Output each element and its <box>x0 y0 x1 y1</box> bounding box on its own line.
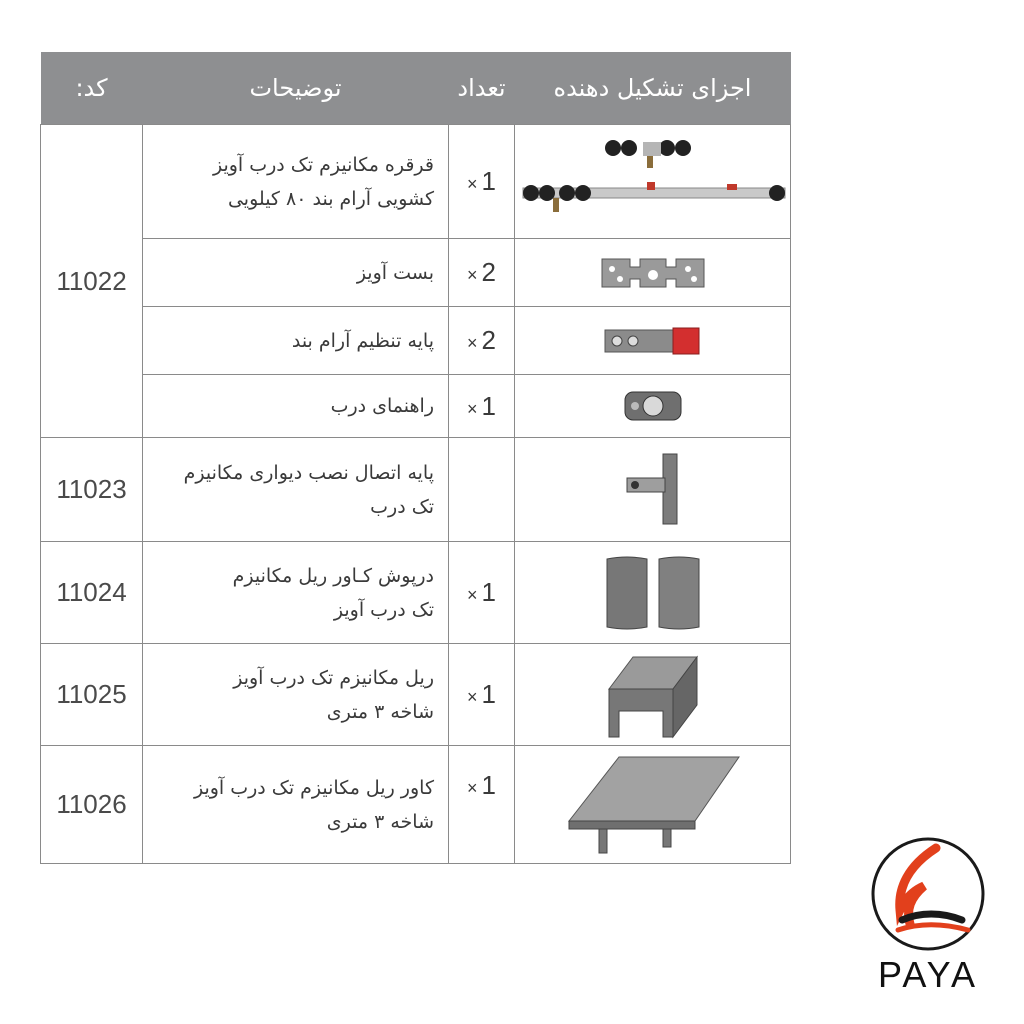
table-row <box>41 746 791 864</box>
table-row <box>41 307 791 375</box>
product-code: 11024 <box>41 542 143 644</box>
roller-carriage-image <box>515 125 791 239</box>
product-code: 11025 <box>41 644 143 746</box>
table-row <box>41 542 791 644</box>
item-quantity: × 1 <box>449 542 515 644</box>
item-quantity: × 1 <box>449 125 515 239</box>
header-components: اجزای تشکیل دهنده <box>515 52 791 125</box>
door-guide-image <box>515 375 791 438</box>
table-row <box>41 644 791 746</box>
rail-cover-image <box>515 746 791 864</box>
product-code: 11026 <box>41 746 143 864</box>
table-row <box>41 438 791 542</box>
table-row <box>41 239 791 307</box>
header-code: کد: <box>41 52 143 125</box>
item-quantity: × 2 <box>449 307 515 375</box>
header-description: توضیحات <box>143 52 449 125</box>
rail-profile-image <box>515 644 791 746</box>
item-description: پایه تنظیم آرام بند <box>143 307 449 375</box>
item-quantity: × 1 <box>449 644 515 746</box>
item-description: کاور ریل مکانیزم تک درب آویز شاخه ۳ متری <box>143 746 449 864</box>
product-code: 11022 <box>41 125 143 438</box>
table-header-row <box>41 52 791 125</box>
logo-emblem <box>858 836 998 952</box>
item-quantity: × 2 <box>449 239 515 307</box>
table-row <box>41 125 791 239</box>
item-quantity <box>449 438 515 542</box>
item-description: درپوش کـاور ریل مکانیزم تک درب آویز <box>143 542 449 644</box>
item-quantity: × 1 <box>449 375 515 438</box>
item-quantity: × 1 <box>449 746 515 864</box>
hanging-bracket-image <box>515 239 791 307</box>
paya-logo <box>858 836 998 1006</box>
item-description: قرقره مکانیزم تک درب آویز کشویی آرام بند ۸۰ کیلویی <box>143 125 449 239</box>
cover-end-caps-image <box>515 542 791 644</box>
header-quantity: تعداد <box>449 52 515 125</box>
table-row <box>41 375 791 438</box>
damper-adjust-base-image <box>515 307 791 375</box>
item-description: پایه اتصال نصب دیواری مکانیزم تک درب <box>143 438 449 542</box>
wall-mount-bracket-image <box>515 438 791 542</box>
item-description: ریل مکانیزم تک درب آویز شاخه ۳ متری <box>143 644 449 746</box>
item-description: بست آویز <box>143 239 449 307</box>
item-description: راهنمای درب <box>143 375 449 438</box>
brand-name: PAYA <box>877 954 979 995</box>
product-code: 11023 <box>41 438 143 542</box>
components-table <box>40 52 791 864</box>
